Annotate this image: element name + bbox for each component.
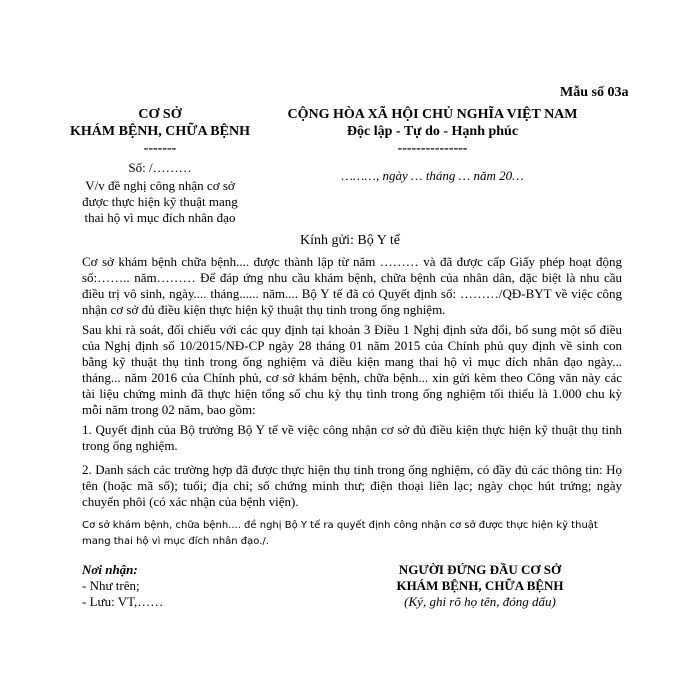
org-line1: CƠ SỞ [138,107,182,122]
signer-title-line2: KHÁM BỆNH, CHỮA BỆNH [396,578,564,593]
paragraph-item-2: 2. Danh sách các trường hợp đã được thực hiện thụ tinh trong ống nghiệm, có đầy đủ các thông tin: Họ tên (hoặc mã số); tuổi; địa chỉ; số chứng minh thư; điện thoại liên lạc; ngày chọc hút trứng; ngày chuyển phôi (có xác nhận của bệnh viện). [82,462,622,509]
national-header [275,106,590,157]
subject-line3: thai hộ vì mục đích nhân đạo [84,210,236,225]
signature-block [345,562,615,610]
form-number: Mẫu số 03a [560,85,629,100]
document-number: Số: /……… [128,160,192,175]
recipients-title: Nơi nhận: [82,562,138,577]
paragraph-request: Cơ sở khám bệnh, chữa bệnh.... đề nghị Bộ Y tế ra quyết định công nhận cơ sở được thực hiện kỹ thuật mang thai hộ vì mục đích nhân đạo./. [82,520,598,547]
country-name: CỘNG HÒA XÃ HỘI CHỦ NGHĨA VIỆT NAM [287,107,578,122]
subject-line1: V/v đề nghị công nhận cơ sở [85,178,235,193]
paragraph-review: Sau khi rà soát, đối chiếu với các quy định tại khoản 3 Điều 1 Nghị định sửa đổi, bổ sung một số điều của Nghị định số 10/2015/NĐ-CP ngày 28 tháng 01 năm 2015 của Chính phủ quy định về sinh con bằng kỹ thuật thụ tinh trong ống nghiệm và điều kiện mang thai hộ vì mục đích nhân đạo ngày... tháng... năm 2016 của Chính phủ, cơ sở khám bệnh, chữa bệnh... xin gửi kèm theo Công văn này các tài liệu chứng minh đã thực hiện tổng số chu kỳ thụ tinh trong ống nghiệm tối thiểu là 1.000 chu kỳ mỗi năm trong 02 năm, bao gồm: [82,322,622,417]
signer-title-line1: NGƯỜI ĐỨNG ĐẦU CƠ SỞ [398,562,562,577]
paragraph-intro: Cơ sở khám bệnh chữa bệnh.... được thành lập từ năm ……… và đã được cấp Giấy phép hoạt động số:…….. năm……… Để đáp ứng nhu cầu khám bệnh, chữa bệnh của nhân dân, đặc biệt là nhu cầu điều trị vô sinh, ngày.... tháng...... năm.... Bộ Y tế đã có Quyết định số: ………/QĐ-BYT về việc công nhận cơ sở đủ điều kiện thực hiện kỹ thuật thụ tinh trong ống nghiệm. [82,254,622,317]
paragraph-item-1: 1. Quyết định của Bộ trưởng Bộ Y tế về việc công nhận cơ sở đủ điều kiện thực hiện kỹ thuật thụ tinh trong ống nghiệm. [82,422,622,453]
org-divider: ------- [143,141,177,156]
org-line2: KHÁM BỆNH, CHỮA BỆNH [70,124,250,139]
addressee: Kính gửi: Bộ Y tế [300,233,400,248]
subject-line2: được thực hiện kỹ thuật mang [82,194,238,209]
date-line: ………, ngày … tháng … năm 20… [341,168,524,183]
recipient-item: - Lưu: VT,…… [82,594,164,609]
organization-header [70,106,250,157]
motto: Độc lập - Tự do - Hạnh phúc [346,124,519,139]
recipients-block [82,562,282,610]
recipient-item: - Như trên; [82,578,140,593]
motto-divider: --------------- [397,141,468,156]
signature-note: (Ký, ghi rõ họ tên, đóng dấu) [404,594,556,609]
document-subject [70,178,250,226]
